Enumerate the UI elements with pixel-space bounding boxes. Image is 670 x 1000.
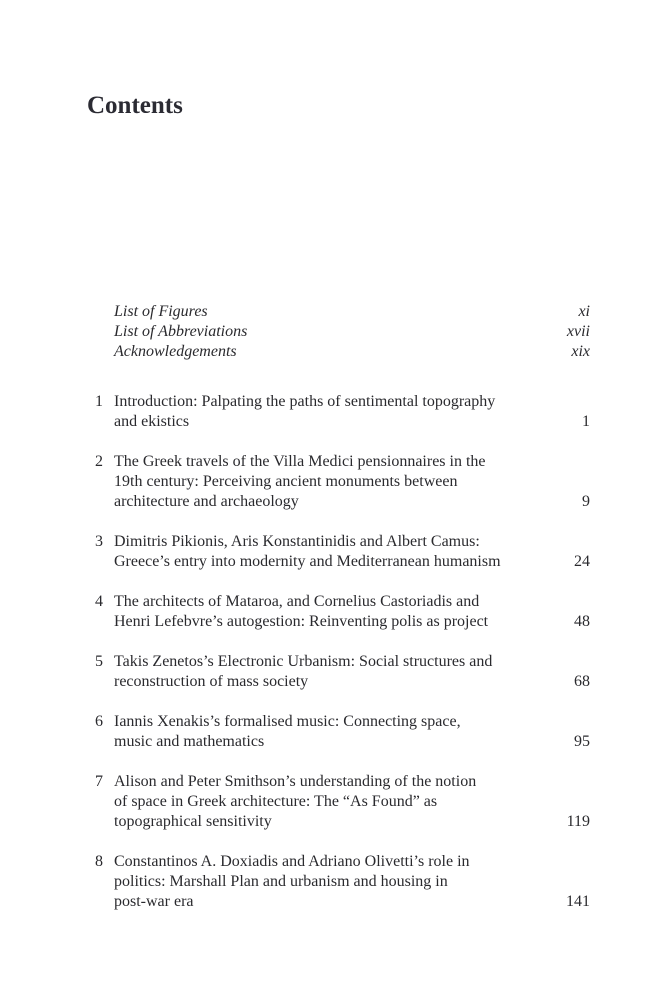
chapter-number: 8 — [95, 853, 103, 870]
chapter-title — [114, 772, 540, 832]
chapter-number: 2 — [95, 453, 103, 470]
chapter-page: 119 — [566, 813, 590, 830]
chapter-entry — [90, 712, 590, 752]
chapter-title-line: Takis Zenetos’s Electronic Urbanism: Social structures and — [114, 653, 493, 670]
chapter-title-line: 19th century: Perceiving ancient monuments between — [114, 473, 458, 490]
chapter-title — [114, 452, 540, 512]
chapter-title — [114, 712, 540, 752]
chapter-page: 48 — [574, 613, 590, 630]
front-matter-item — [114, 342, 590, 362]
chapter-number: 4 — [95, 593, 103, 610]
chapter-entry — [90, 452, 590, 512]
chapter-number: 5 — [95, 653, 103, 670]
chapter-title-line: reconstruction of mass society — [114, 673, 309, 690]
chapter-page: 9 — [582, 493, 590, 510]
chapter-title-line: The Greek travels of the Villa Medici pensionnaires in the — [114, 453, 486, 470]
chapter-title — [114, 392, 540, 432]
chapter-entry — [90, 652, 590, 692]
chapter-title-line: music and mathematics — [114, 733, 265, 750]
chapter-title — [114, 532, 540, 572]
chapter-page: 95 — [574, 733, 590, 750]
chapter-title-line: Dimitris Pikionis, Aris Konstantinidis and Albert Camus: — [114, 533, 480, 550]
page-title: Contents — [87, 92, 183, 119]
chapter-title-line: Henri Lefebvre’s autogestion: Reinventing polis as project — [114, 613, 489, 630]
front-matter-label: List of Abbreviations — [114, 323, 248, 340]
front-matter-label: List of Figures — [114, 303, 208, 320]
front-matter-label: Acknowledgements — [114, 343, 237, 360]
chapter-title-line: of space in Greek architecture: The “As Found” as — [114, 793, 438, 810]
chapter-title-line: Greece’s entry into modernity and Mediterranean humanism — [114, 553, 501, 570]
chapter-title-line: post-war era — [114, 893, 194, 910]
chapter-title-line: Iannis Xenakis’s formalised music: Connecting space, — [114, 713, 461, 730]
front-matter-list — [114, 302, 590, 362]
chapter-entry — [90, 592, 590, 632]
chapter-title-line: politics: Marshall Plan and urbanism and housing in — [114, 873, 448, 890]
chapter-number: 1 — [95, 393, 103, 410]
chapter-title-line: Alison and Peter Smithson’s understanding of the notion — [114, 773, 477, 790]
chapter-page: 68 — [574, 673, 590, 690]
chapter-title-line: Constantinos A. Doxiadis and Adriano Olivetti’s role in — [114, 853, 470, 870]
chapter-entry — [90, 772, 590, 832]
front-matter-page: xvii — [566, 323, 590, 340]
front-matter-item — [114, 322, 590, 342]
chapter-page: 24 — [574, 553, 590, 570]
chapter-entry — [90, 532, 590, 572]
chapter-page: 141 — [566, 893, 590, 910]
chapter-title-line: architecture and archaeology — [114, 493, 299, 510]
chapter-list — [90, 392, 590, 932]
chapter-number: 3 — [95, 533, 103, 550]
chapter-number: 7 — [95, 773, 103, 790]
chapter-number: 6 — [95, 713, 103, 730]
chapter-title-line: topographical sensitivity — [114, 813, 272, 830]
chapter-title — [114, 592, 540, 632]
front-matter-page: xi — [578, 303, 590, 320]
chapter-entry — [90, 392, 590, 432]
chapter-title-line: The architects of Mataroa, and Cornelius Castoriadis and — [114, 593, 480, 610]
chapter-page: 1 — [582, 413, 590, 430]
front-matter-item — [114, 302, 590, 322]
front-matter-page: xix — [571, 343, 590, 360]
chapter-title — [114, 852, 540, 912]
chapter-entry — [90, 852, 590, 912]
chapter-title-line: Introduction: Palpating the paths of sentimental topography — [114, 393, 496, 410]
chapter-title — [114, 652, 540, 692]
chapter-title-line: and ekistics — [114, 413, 190, 430]
